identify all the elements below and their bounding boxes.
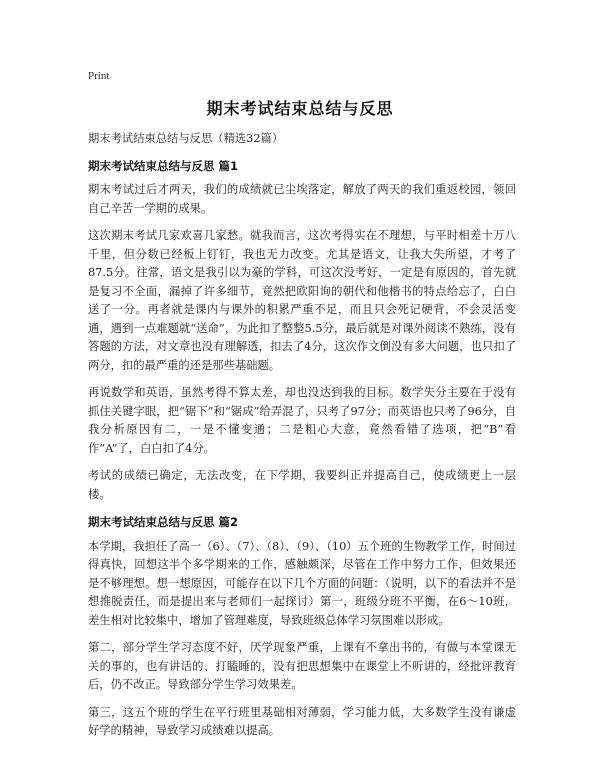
section-heading: 期末考试结束总结与反思 篇1 xyxy=(88,158,239,173)
section-2 xyxy=(88,513,516,741)
paragraph: 这次期末考试几家欢喜几家愁。就我而言，这次考得实在不理想，与平时相差十万八千里，但分数已经板上钉钉，我也无力改变。尤其是语文，让我大失所望，才考了87.5分。往常，语文是我引以为豪的学科，可这次没考好，一定是有原因的，首先就是复习不全面，漏掉了许多细节，竟然把欧阳询的朝代和他楷书的特点给忘了，白白送了一分。再者就是课内与课外的积累严重不足，而且只会死记硬背，不会灵活变通，遇到一点难题就“送命”，为此扣了整整5.5分，最后就是对课外阅读不熟练，没有答题的方法，对文章也没有理解透，扣去了4分，这次作文倒没有多大问题，也只扣了两分，扣的最严重的还是那些基础题。 xyxy=(88,229,516,372)
document-body xyxy=(88,130,516,750)
section-heading: 期末考试结束总结与反思 篇2 xyxy=(88,515,239,529)
paragraph: 考试的成绩已确定，无法改变，在下学期，我要纠正并提高自己，使成绩更上一层楼。 xyxy=(88,469,516,501)
paragraph: 第三，这五个班的学生在平行班里基础相对薄弱，学习能力低，大多数学生没有谦虚好学的精神，导致学习成绩难以提高。 xyxy=(88,705,516,737)
document-title: 期末考试结束总结与反思 xyxy=(206,99,394,118)
print-link[interactable]: Print xyxy=(88,70,110,82)
paragraph: 本学期，我担任了高一（6）、（7）、（8）、（9）、（10）五个班的生物教学工作，时间过得真快，回想这半个多学期来的工作，感触颇深，尽管在工作中努力工作，但效果还是不够理想。想一想原因，可能存在以下几个方面的问题：（说明，以下的看法并不是想推脱责任，而是提出来与老师们一起探讨）第一，班级分班不平衡，在6～10班，差生相对比较集中，增加了管理难度，导致班级总体学习氛围难以形成。 xyxy=(88,539,516,627)
document-subtitle: 期末考试结束总结与反思（精选32篇） xyxy=(88,132,284,145)
paragraph: 第二，部分学生学习态度不好，厌学现象严重，上课有不拿出书的，有做与本堂课无关的事的，也有讲话的、打瞌睡的，没有把思想集中在课堂上不听讲的，经批评教育后，仍不改正。导致部分学生学习效果差。 xyxy=(88,641,516,691)
section-1 xyxy=(88,157,516,505)
paragraph: 期末考试过后才两天，我们的成绩就已尘埃落定，解放了两天的我们重返校园，领回自己辛苦一学期的成果。 xyxy=(88,183,516,215)
paragraph: 再说数学和英语，虽然考得不算太差，却也没达到我的目标。数学失分主要在于没有抓住关键字眼，把“锯下”和“锯成”给弄混了，只考了97分；而英语也只考了96分，自我分析原因有二，一是不懂变通；二是粗心大意，竟然看错了选项，把“B”看作“A”了，白白扣了4分。 xyxy=(88,386,516,455)
